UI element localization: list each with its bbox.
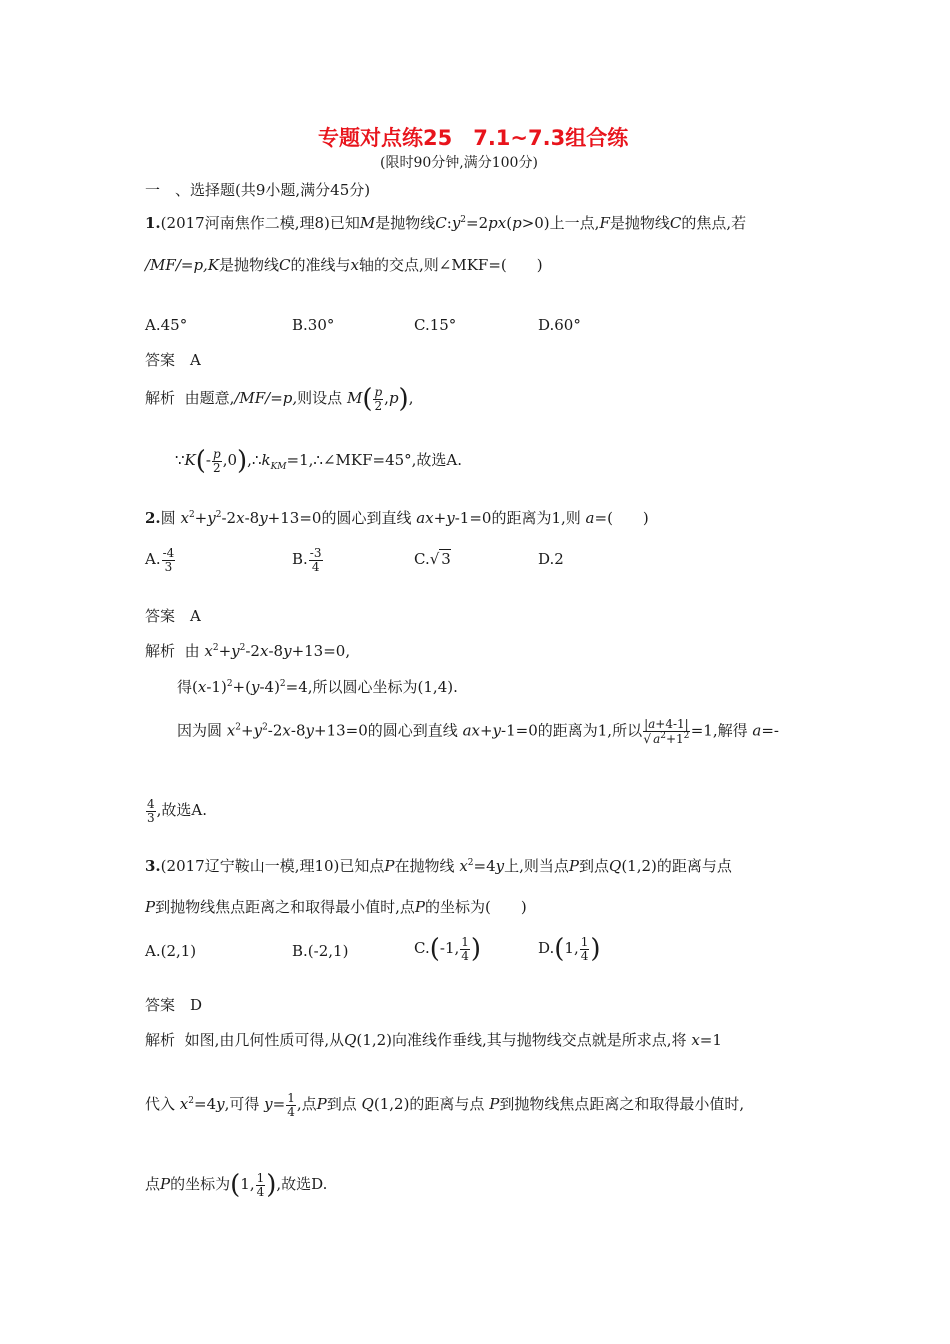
- q1-source: (2017河南焦作二模,理8): [160, 214, 330, 232]
- q1-analysis-line1: 解析 由题意,/MF/=p,则设点 M( $\frac{p}{2}$ ,p),: [145, 384, 414, 415]
- q1-option-b: B.30°: [292, 316, 335, 334]
- q1-analysis-line2: ∵K(- $\frac{p}{2}$ $,0),\therefore k_{KM}=1,\therefore\angle MKF=45^\circ$,故选A.: [175, 446, 463, 477]
- q2-option-a: A. $\frac{-4}{3}$: [145, 546, 175, 574]
- q2-answer: 答案 A: [145, 607, 201, 625]
- q3-analysis-line1: 解析 如图,由几何性质可得,从Q(1,2)向准线作垂线,其与抛物线交点就是所求点,将 x=1: [145, 1031, 722, 1049]
- q3-stem-line1: 3.(2017辽宁鞍山一模,理10)已知点P在抛物线 $x^2=4y$上,则当点P到点Q(1,2)的距离与点: [145, 857, 732, 875]
- page-subtitle: (限时90分钟,满分100分): [380, 155, 538, 171]
- q3-stem-line2: P到抛物线焦点距离之和取得最小值时,点P的坐标为( ): [145, 898, 527, 916]
- q3-answer: 答案 D: [145, 996, 203, 1014]
- q3-option-a: A.(2,1): [145, 942, 197, 960]
- q1-answer: 答案 A: [145, 351, 201, 369]
- q1-stem-line2: /MF/=p,K是抛物线C的准线与x轴的交点,则∠MKF=( ): [145, 256, 543, 274]
- q2-option-b: B. $\frac{-3}{4}$: [292, 546, 322, 574]
- q1-option-a: A.45°: [145, 316, 188, 334]
- q3-option-b: B.(-2,1): [292, 942, 349, 960]
- q2-option-d: D.2: [538, 550, 564, 568]
- q2-analysis-line2: 得$(x-1)^2+(y-4)^2=4$,所以圆心坐标为(1,4).: [177, 678, 458, 696]
- q3-number: 3.: [145, 857, 161, 875]
- q2-analysis-line4: $\frac{4}{3}$ ,故选A.: [147, 797, 208, 825]
- q1-number: 1.: [145, 214, 161, 232]
- q3-option-c: C.(-1, $\frac{1}{4}$ ): [414, 934, 482, 965]
- page-title: 专题对点练25 7.1~7.3组合练: [318, 126, 629, 150]
- q3-analysis-line2: 代入 $x^2=4y$,可得 y= $\frac{1}{4}$ ,点P到点 Q(1,2)的距离与点 P到抛物线焦点距离之和取得最小值时,: [145, 1091, 745, 1119]
- q1-option-d: D.60°: [538, 316, 581, 334]
- q2-number: 2.: [145, 509, 161, 527]
- q3-analysis-line3: 点P的坐标为(1, $\frac{1}{4}$ ),故选D.: [145, 1170, 328, 1201]
- q2-analysis-line3: 因为圆 $x^2+y^2-2x-8y+13=0$的圆心到直线 ax+y-1=0的距离为1,所以 $\frac{|a+4-1|}{√ a^2+1^2}$ =1,解得 a=-: [177, 717, 779, 746]
- q2-analysis-line1: 解析 由 $x^2+y^2-2x-8y+13=0$,: [145, 642, 351, 660]
- q2-option-c: C.√ 3: [414, 550, 451, 568]
- section-heading: 一 、选择题(共9小题,满分45分): [145, 181, 371, 199]
- q1-option-c: C.15°: [414, 316, 457, 334]
- q1-stem-line1: 1.(2017河南焦作二模,理8)已知M是抛物线$C:y^2=2px(p>0)$上一点,F是抛物线C的焦点,若: [145, 214, 747, 232]
- q3-source: (2017辽宁鞍山一模,理10): [160, 857, 340, 875]
- q2-stem: 2.圆 $x^2+y^2-2x-8y+13=0$的圆心到直线 ax+y-1=0的距离为1,则 a=( ): [145, 509, 649, 527]
- q3-option-d: D.(1, $\frac{1}{4}$ ): [538, 934, 601, 965]
